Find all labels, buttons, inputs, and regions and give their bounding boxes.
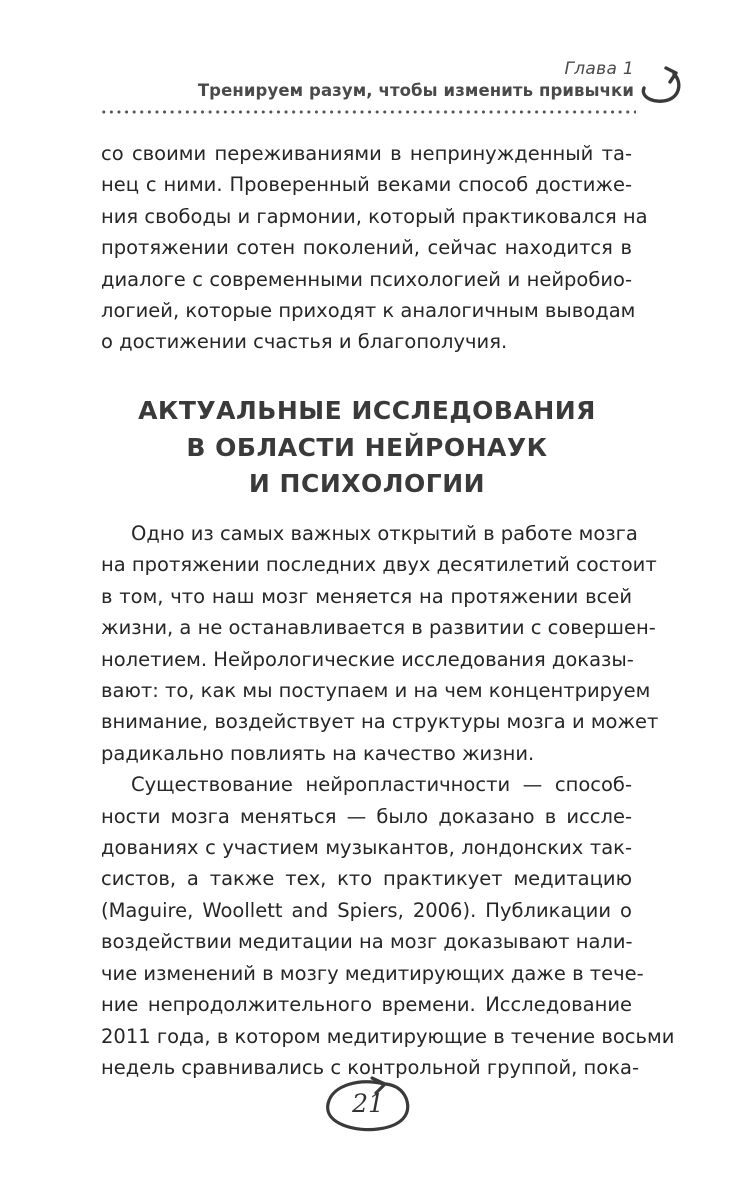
text-line: ние непродолжительного времени. Исследование — [101, 993, 632, 1017]
section-heading — [100, 393, 634, 503]
text-line: ния свободы и гармонии, который практиковался на — [101, 204, 648, 228]
heading-line: И ПСИХОЛОГИИ — [248, 469, 486, 498]
text-line: дованиях с участием музыкантов, лондонских так- — [101, 836, 632, 860]
text-line: логией, которые приходят к аналогичным выводам — [101, 299, 636, 323]
heading-line: АКТУАЛЬНЫЕ ИССЛЕДОВАНИЯ — [138, 396, 596, 425]
page-number-badge — [322, 1076, 414, 1136]
text-line: жизни, а не останавливается в развитии с совершен- — [101, 616, 656, 640]
section-body — [101, 518, 675, 1083]
chapter-label: Глава 1 — [564, 59, 634, 79]
text-line: недель сравнивались с контрольной группой, пока- — [101, 1055, 639, 1079]
text-line: радикально повлиять на качество жизни. — [101, 741, 535, 765]
text-line: ности мозга меняться — было доказано в иссле- — [101, 804, 632, 828]
text-line: вают: то, как мы поступаем и на чем концентрируем — [101, 679, 651, 703]
text-line: со своими переживаниями в непринужденный та- — [101, 142, 632, 165]
text-line: 2011 года, в котором медитирующие в течение восьми — [101, 1024, 675, 1048]
text-line: на протяжении последних двух десятилетий состоит — [101, 553, 657, 577]
text-line: в том, что наш мозг меняется на протяжении всей — [101, 584, 632, 608]
text-line: Существование нейропластичности — способ- — [131, 773, 632, 797]
paragraph — [101, 518, 659, 769]
running-header — [198, 58, 634, 102]
page-number: 21 — [352, 1089, 384, 1118]
heading-line: В ОБЛАСТИ НЕЙРОНАУК — [186, 432, 548, 462]
text-line: диалоге с современными психологией и нейробио- — [101, 267, 632, 291]
text-line: нолетием. Нейрологические исследования доказы- — [101, 647, 634, 671]
chapter-title: Тренируем разум, чтобы изменить привычки — [197, 81, 634, 100]
curved-arrow-icon — [636, 58, 684, 106]
text-line: чие изменений в мозгу медитирующих даже в тече- — [101, 961, 644, 985]
text-line: нец с ними. Проверенный веками способ достиже- — [101, 173, 632, 197]
dotted-divider — [100, 107, 636, 117]
text-line: протяжении сотен поколений, сейчас находится в — [101, 236, 632, 260]
text-line: внимание, воздействует на структуры мозга и может — [101, 710, 659, 734]
text-line: Одно из самых важных открытий в работе мозга — [131, 522, 638, 545]
text-line: (Maguire, Woollett and Spiers, 2006). Публикации о — [101, 898, 632, 922]
text-line: о достижении счастья и благополучия. — [101, 330, 508, 354]
text-line: воздействии медитации на мозг доказывают нали- — [101, 930, 633, 954]
text-line: систов, а также тех, кто практикует медитацию — [101, 867, 632, 891]
paragraph-continuation — [101, 138, 648, 358]
paragraph — [101, 769, 675, 1083]
